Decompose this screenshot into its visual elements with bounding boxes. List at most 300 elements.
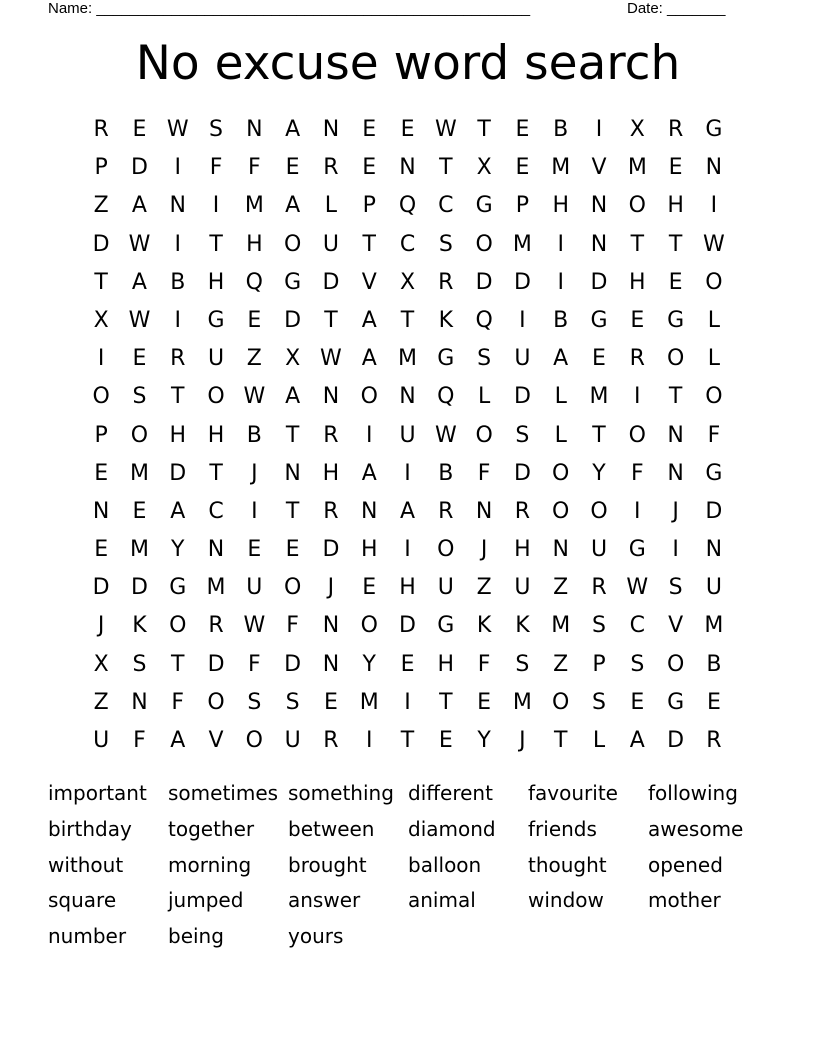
grid-letter: N: [322, 384, 340, 410]
grid-letter: C: [438, 193, 454, 219]
grid-letter: H: [360, 537, 378, 563]
grid-letter: T: [400, 307, 415, 333]
grid-letter: N: [284, 460, 301, 486]
grid-letter: J: [672, 498, 679, 524]
grid-letter: Q: [398, 193, 417, 219]
grid-letter: W: [434, 117, 457, 142]
grid-letter: H: [207, 269, 225, 295]
grid-letter: R: [514, 498, 531, 524]
grid-letter: W: [243, 384, 266, 410]
grid-letter: F: [171, 689, 185, 715]
grid-letter: E: [400, 651, 415, 677]
word-list-item: number: [48, 924, 127, 949]
grid-letter: T: [285, 498, 300, 524]
grid-letter: T: [94, 269, 108, 295]
grid-letter: W: [243, 613, 266, 639]
grid-letter: I: [404, 537, 411, 563]
grid-letter: M: [129, 537, 149, 563]
grid-letter: A: [170, 728, 186, 753]
grid-letter: N: [246, 117, 263, 142]
grid-letter: O: [360, 613, 378, 639]
word-list-item: animal: [408, 888, 476, 913]
grid-letter: R: [591, 575, 607, 601]
grid-letter: L: [554, 384, 567, 410]
grid-letter: Z: [246, 346, 262, 372]
grid-letter: A: [285, 384, 301, 410]
word-list-item: something: [288, 781, 394, 805]
grid-letter: W: [128, 231, 151, 257]
grid-letter: O: [207, 384, 225, 410]
grid-letter: S: [132, 651, 147, 677]
grid-letter: X: [629, 117, 645, 142]
grid-letter: M: [551, 613, 571, 639]
grid-letter: J: [519, 728, 526, 753]
grid-letter: D: [130, 155, 148, 181]
grid-letter: N: [169, 193, 186, 219]
grid-letter: A: [285, 193, 301, 219]
grid-letter: E: [362, 575, 377, 601]
grid-letter: B: [246, 422, 262, 448]
grid-letter: C: [629, 613, 645, 639]
grid-letter: E: [94, 537, 109, 563]
grid-letter: A: [131, 269, 147, 295]
grid-letter: R: [438, 498, 454, 524]
grid-letter: I: [174, 307, 181, 333]
grid-letter: O: [628, 422, 646, 448]
grid-letter: M: [398, 346, 418, 372]
grid-letter: H: [322, 460, 340, 486]
grid-letter: I: [404, 689, 411, 715]
grid-letter: E: [515, 117, 530, 142]
grid-letter: X: [93, 651, 109, 677]
grid-letter: D: [130, 575, 148, 601]
grid-letter: M: [129, 460, 149, 486]
grid-letter: T: [324, 307, 338, 333]
grid-letter: G: [207, 307, 225, 333]
grid-letter: Y: [592, 460, 606, 486]
grid-letter: P: [592, 651, 606, 677]
grid-letter: K: [438, 307, 454, 333]
grid-letter: A: [399, 498, 416, 524]
grid-letter: D: [667, 728, 685, 753]
word-list-item: following: [648, 781, 738, 805]
grid-letter: N: [399, 155, 416, 181]
grid-letter: I: [97, 346, 105, 372]
grid-letter: T: [171, 651, 185, 677]
grid-letter: F: [248, 155, 261, 181]
grid-letter: M: [359, 689, 379, 715]
grid-letter: E: [515, 155, 530, 181]
grid-letter: T: [553, 728, 568, 753]
word-list-item: sometimes: [168, 781, 279, 805]
grid-letter: Q: [437, 384, 455, 410]
grid-letter: G: [667, 689, 685, 715]
grid-letter: S: [630, 651, 645, 677]
grid-letter: T: [171, 384, 185, 410]
grid-letter: L: [707, 307, 721, 333]
grid-letter: F: [248, 651, 261, 677]
word-list-item: favourite: [528, 781, 618, 805]
grid-letter: T: [209, 231, 223, 257]
grid-letter: D: [322, 537, 340, 563]
grid-letter: N: [705, 155, 723, 181]
grid-letter: S: [438, 231, 453, 257]
grid-letter: M: [512, 231, 532, 257]
grid-letter: N: [667, 422, 684, 448]
word-list-item: being: [168, 924, 224, 949]
grid-letter: L: [707, 346, 721, 372]
grid-letter: N: [207, 537, 225, 563]
grid-letter: R: [629, 346, 645, 372]
grid-letter: E: [477, 689, 492, 715]
word-list-item: important: [48, 781, 147, 805]
grid-letter: D: [399, 613, 416, 639]
grid-letter: R: [706, 728, 722, 753]
grid-letter: U: [284, 728, 301, 753]
grid-letter: I: [212, 193, 220, 219]
grid-letter: D: [590, 269, 608, 295]
grid-letter: O: [666, 651, 685, 677]
grid-letter: G: [705, 460, 723, 486]
grid-letter: R: [323, 728, 339, 753]
grid-letter: O: [207, 689, 225, 715]
grid-letter: I: [595, 117, 603, 142]
grid-letter: O: [360, 384, 378, 410]
grid-letter: G: [667, 307, 685, 333]
grid-letter: I: [365, 422, 373, 448]
grid-letter: D: [475, 269, 493, 295]
word-list-item: between: [288, 816, 375, 841]
grid-letter: S: [285, 689, 300, 715]
grid-letter: O: [552, 689, 570, 715]
page-title: No excuse word search: [135, 36, 681, 91]
grid-letter: K: [515, 613, 530, 639]
grid-letter: D: [705, 498, 723, 524]
grid-letter: S: [592, 689, 606, 715]
grid-letter: R: [170, 346, 186, 372]
grid-letter: M: [627, 155, 647, 181]
grid-letter: P: [515, 193, 530, 219]
grid-letter: T: [477, 117, 491, 142]
grid-letter: P: [362, 193, 376, 219]
word-list-item: without: [48, 852, 124, 877]
grid-letter: M: [206, 575, 226, 601]
grid-letter: L: [554, 422, 567, 448]
grid-letter: W: [434, 422, 457, 448]
grid-letter: R: [438, 269, 454, 295]
grid-letter: B: [706, 651, 722, 677]
grid-letter: J: [327, 575, 335, 601]
grid-letter: E: [247, 307, 262, 333]
grid-letter: G: [628, 537, 646, 563]
grid-letter: V: [668, 613, 684, 639]
grid-letter: V: [208, 728, 224, 753]
grid-letter: U: [207, 346, 225, 372]
grid-letter: E: [438, 728, 453, 753]
grid-letter: K: [132, 613, 147, 639]
grid-letter: V: [361, 269, 377, 295]
grid-letter: F: [630, 460, 644, 486]
word-list-item: window: [528, 888, 604, 913]
grid-letter: I: [251, 498, 258, 524]
grid-letter: O: [705, 269, 723, 295]
grid-letter: D: [169, 460, 187, 486]
grid-letter: Y: [477, 728, 491, 753]
grid-letter: Q: [475, 307, 493, 333]
grid-letter: N: [667, 460, 684, 486]
grid-letter: V: [591, 155, 607, 181]
grid-letter: G: [169, 575, 187, 601]
grid-letter: O: [628, 193, 646, 219]
grid-letter: M: [704, 613, 724, 639]
grid-letter: D: [322, 269, 340, 295]
grid-letter: R: [667, 117, 684, 142]
grid-letter: N: [475, 498, 493, 524]
grid-letter: B: [170, 269, 186, 295]
grid-letter: K: [476, 613, 492, 639]
grid-letter: L: [592, 728, 606, 753]
grid-letter: H: [207, 422, 225, 448]
grid-letter: E: [285, 537, 300, 563]
grid-letter: Q: [245, 269, 263, 295]
grid-letter: P: [94, 422, 108, 448]
grid-letter: E: [630, 307, 645, 333]
letter-grid: [82, 111, 733, 760]
grid-letter: A: [131, 193, 147, 219]
grid-letter: E: [362, 155, 377, 181]
word-list-item: square: [48, 888, 117, 913]
grid-letter: Z: [553, 651, 569, 677]
grid-letter: S: [247, 689, 262, 715]
grid-letter: S: [668, 575, 683, 601]
grid-letter: U: [590, 537, 608, 563]
grid-letter: I: [174, 155, 181, 181]
word-list-item: thought: [528, 852, 607, 877]
word-list-item: brought: [288, 852, 367, 877]
grid-letter: O: [666, 346, 685, 372]
grid-letter: N: [590, 231, 608, 257]
grid-letter: F: [707, 422, 721, 448]
grid-letter: H: [629, 269, 646, 295]
grid-letter: O: [245, 728, 263, 753]
grid-letter: S: [477, 346, 492, 372]
grid-letter: M: [589, 384, 609, 410]
grid-letter: U: [437, 575, 454, 601]
grid-letter: T: [668, 384, 683, 410]
grid-letter: E: [94, 460, 109, 486]
grid-letter: B: [553, 307, 569, 333]
word-list-item: birthday: [48, 816, 132, 841]
grid-letter: J: [97, 613, 105, 639]
grid-letter: W: [320, 346, 342, 372]
word-list-item: together: [168, 816, 255, 841]
grid-letter: T: [630, 231, 645, 257]
grid-letter: I: [174, 231, 181, 257]
grid-letter: I: [557, 231, 564, 257]
grid-letter: X: [93, 307, 109, 333]
grid-letter: O: [283, 575, 302, 601]
grid-letter: X: [285, 346, 301, 372]
grid-letter: G: [590, 307, 608, 333]
grid-letter: E: [132, 117, 147, 142]
grid-letter: I: [365, 728, 373, 753]
word-list-item: awesome: [648, 816, 744, 841]
grid-letter: O: [590, 498, 608, 524]
grid-letter: A: [361, 346, 377, 372]
grid-letter: H: [399, 575, 416, 601]
grid-letter: E: [668, 269, 683, 295]
grid-letter: O: [552, 460, 570, 486]
grid-letter: E: [285, 155, 300, 181]
grid-letter: O: [437, 537, 455, 563]
grid-letter: N: [360, 498, 378, 524]
grid-letter: U: [399, 422, 416, 448]
grid-letter: I: [710, 193, 718, 219]
grid-letter: D: [513, 460, 531, 486]
grid-letter: Z: [93, 193, 109, 219]
grid-letter: S: [209, 117, 224, 142]
word-list-item: morning: [168, 852, 252, 877]
grid-letter: I: [634, 498, 641, 524]
grid-letter: D: [92, 231, 110, 257]
grid-letter: N: [590, 193, 608, 219]
grid-letter: C: [208, 498, 224, 524]
word-list-item: jumped: [168, 888, 244, 913]
grid-letter: E: [592, 346, 606, 372]
grid-letter: W: [703, 231, 725, 257]
grid-letter: E: [362, 117, 377, 142]
grid-letter: G: [437, 346, 455, 372]
grid-letter: R: [323, 498, 339, 524]
grid-letter: O: [169, 613, 187, 639]
grid-letter: O: [130, 422, 149, 448]
grid-letter: O: [475, 231, 493, 257]
grid-letter: G: [705, 117, 723, 142]
grid-letter: Z: [93, 689, 109, 715]
grid-letter: E: [323, 689, 338, 715]
grid-letter: E: [400, 117, 415, 142]
grid-letter: T: [439, 155, 453, 181]
grid-letter: T: [362, 231, 376, 257]
word-list-item: different: [408, 781, 493, 805]
word-list-item: answer: [288, 888, 361, 913]
grid-letter: N: [552, 537, 569, 563]
grid-letter: G: [284, 269, 302, 295]
grid-letter: E: [247, 537, 262, 563]
word-list-item: mother: [648, 888, 721, 913]
grid-letter: N: [92, 498, 110, 524]
grid-letter: X: [399, 269, 416, 295]
grid-letter: R: [323, 422, 339, 448]
grid-letter: A: [285, 117, 301, 142]
grid-letter: H: [437, 651, 455, 677]
grid-letter: P: [94, 155, 108, 181]
grid-letter: S: [592, 613, 606, 639]
grid-letter: M: [512, 689, 532, 715]
grid-letter: E: [132, 346, 147, 372]
grid-letter: E: [706, 689, 721, 715]
grid-letter: R: [208, 613, 224, 639]
grid-letter: D: [513, 384, 531, 410]
grid-letter: O: [552, 498, 570, 524]
grid-letter: I: [672, 537, 679, 563]
word-list-item: friends: [528, 816, 597, 841]
grid-letter: S: [515, 651, 530, 677]
grid-letter: N: [322, 651, 340, 677]
grid-letter: O: [92, 384, 110, 410]
grid-letter: N: [399, 384, 416, 410]
grid-letter: M: [551, 155, 571, 181]
grid-letter: Z: [476, 575, 492, 601]
grid-letter: Z: [553, 575, 569, 601]
grid-letter: R: [93, 117, 109, 142]
name-field[interactable]: Name: ____________________________________________________: [48, 0, 531, 17]
grid-letter: D: [92, 575, 110, 601]
grid-letter: F: [209, 155, 223, 181]
grid-letter: E: [668, 155, 683, 181]
grid-letter: N: [705, 537, 723, 563]
grid-letter: T: [439, 689, 453, 715]
grid-letter: H: [667, 193, 684, 219]
grid-letter: T: [400, 728, 415, 753]
grid-letter: I: [634, 384, 641, 410]
date-field[interactable]: Date: _______: [627, 0, 726, 17]
grid-letter: H: [246, 231, 263, 257]
grid-letter: N: [131, 689, 148, 715]
grid-letter: S: [515, 422, 530, 448]
grid-letter: I: [404, 460, 411, 486]
grid-letter: O: [475, 422, 493, 448]
grid-letter: C: [399, 231, 416, 257]
grid-letter: D: [207, 651, 225, 677]
grid-letter: L: [324, 193, 338, 219]
grid-letter: I: [557, 269, 564, 295]
word-list-item: yours: [288, 924, 344, 949]
grid-letter: F: [477, 460, 491, 486]
grid-letter: B: [438, 460, 454, 486]
grid-letter: E: [132, 498, 147, 524]
grid-letter: Y: [171, 537, 185, 563]
grid-letter: T: [209, 460, 223, 486]
grid-letter: D: [284, 651, 302, 677]
grid-letter: F: [286, 613, 299, 639]
grid-letter: T: [285, 422, 300, 448]
grid-letter: A: [170, 498, 186, 524]
grid-letter: D: [284, 307, 302, 333]
grid-letter: U: [93, 728, 110, 753]
grid-letter: N: [322, 613, 340, 639]
grid-letter: M: [244, 193, 264, 219]
grid-letter: U: [322, 231, 339, 257]
grid-letter: H: [169, 422, 187, 448]
grid-letter: E: [630, 689, 645, 715]
grid-letter: H: [514, 537, 531, 563]
grid-letter: N: [322, 117, 340, 142]
grid-letter: T: [668, 231, 683, 257]
grid-letter: G: [437, 613, 455, 639]
grid-letter: W: [166, 117, 189, 142]
grid-letter: F: [477, 651, 491, 677]
grid-letter: F: [133, 728, 146, 753]
grid-letter: G: [475, 193, 493, 219]
grid-letter: W: [128, 307, 151, 333]
grid-letter: A: [629, 728, 645, 753]
grid-letter: W: [626, 575, 649, 601]
grid-letter: D: [513, 269, 531, 295]
grid-letter: J: [251, 460, 258, 486]
word-list-item: opened: [648, 852, 723, 877]
grid-letter: U: [705, 575, 722, 601]
